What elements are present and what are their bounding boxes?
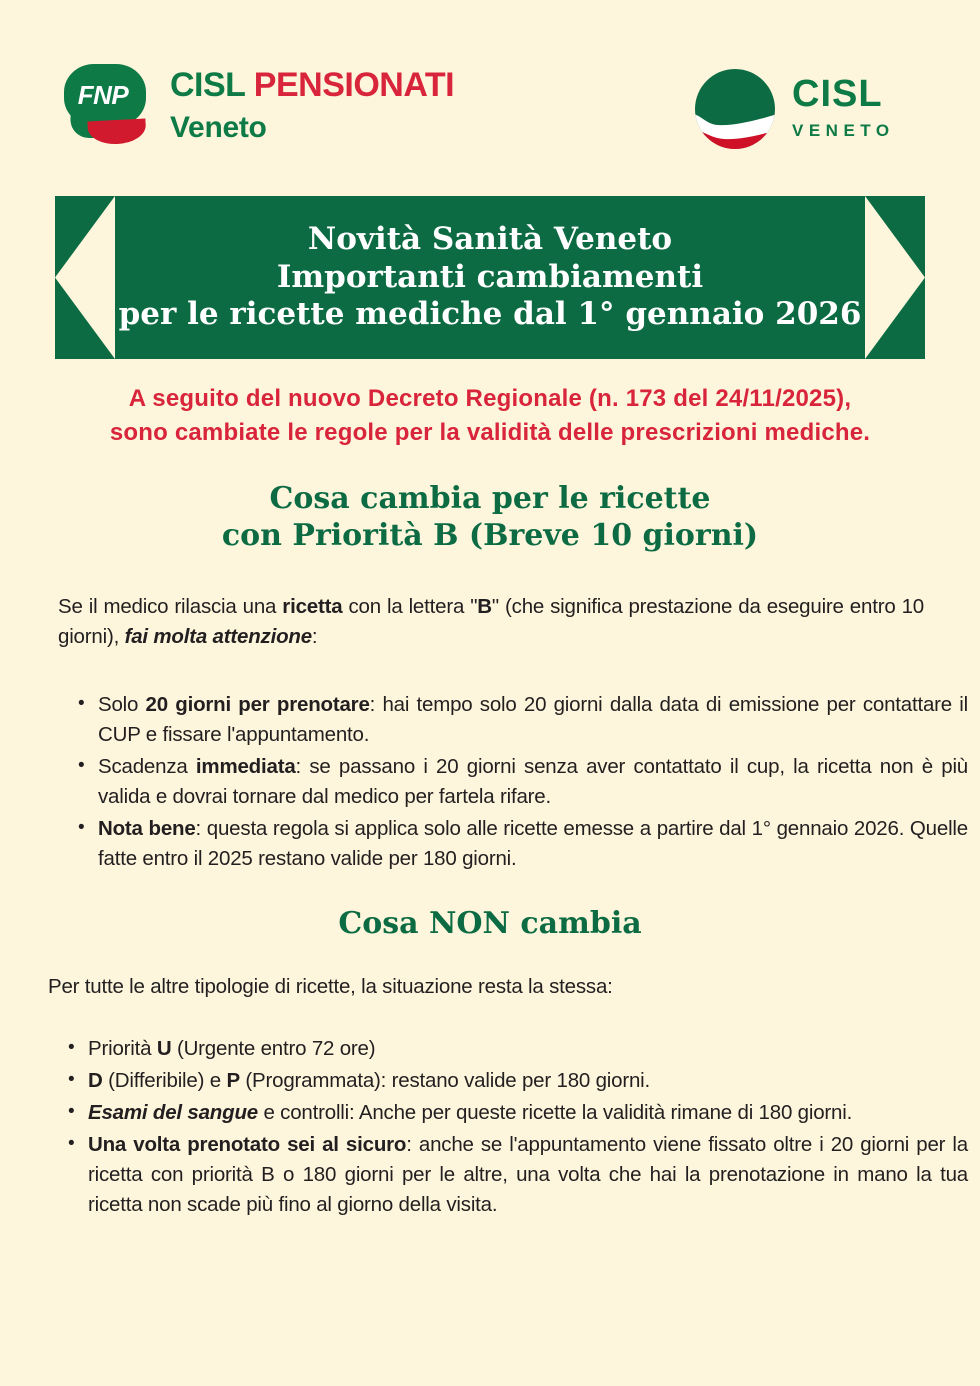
s2-b0-bold-u: U xyxy=(156,1037,172,1060)
s2-b2-text-2: e controlli: Anche per queste ricette la validità rimane di 180 giorni. xyxy=(257,1101,853,1124)
list-item xyxy=(78,814,968,874)
s2-b0-text-2: (Urgente entro 72 ore) xyxy=(171,1037,376,1060)
banner-line-3: per le ricette mediche dal 1° gennaio 2026 xyxy=(118,296,862,333)
p1-text-3: " (che significa prestazione da eseguire entro 10 giorni), xyxy=(58,595,924,648)
s2-b1-bold-d: D xyxy=(88,1069,103,1092)
cisl-veneto-logo xyxy=(694,68,920,156)
s1-b0-text-1: Solo xyxy=(98,693,146,716)
decree-notice-line-1: A seguito del nuovo Decreto Regionale (n. 173 del 24/11/2025), xyxy=(128,385,852,412)
section-2-paragraph: Per tutte le altre tipologie di ricette, la situazione resta la stessa: xyxy=(48,975,613,998)
list-item xyxy=(68,1066,968,1096)
p1-bold-b: B xyxy=(477,595,492,618)
decree-notice xyxy=(52,382,928,450)
fnp-cisl-text: CISL xyxy=(170,66,254,104)
cisl-name-text: CISL xyxy=(792,73,883,115)
p1-bold-ricetta: ricetta xyxy=(282,595,343,618)
list-item xyxy=(78,690,968,750)
header xyxy=(0,0,980,185)
section-2-bullet-list xyxy=(28,1034,968,1222)
title-banner-text xyxy=(55,196,925,359)
s2-b0-text-1: Priorità xyxy=(88,1037,157,1060)
banner-line-1: Novità Sanità Veneto xyxy=(307,220,673,257)
fnp-wordmark-line1 xyxy=(170,66,490,104)
s2-b3-bold: Una volta prenotato sei al sicuro xyxy=(88,1133,407,1156)
s1-b0-text-2: : hai tempo solo 20 giorni dalla data di emissione per contattare il CUP e fissare l'appuntamento. xyxy=(98,693,969,746)
s2-b1-text-3: (Programmata): restano valide per 180 giorni. xyxy=(239,1069,651,1092)
list-item xyxy=(68,1034,968,1064)
fnp-pensionati-text: PENSIONATI xyxy=(253,66,455,104)
section-2-heading-line-1: Cosa NON cambia xyxy=(338,906,642,941)
fnp-cisl-pensionati-logo xyxy=(62,64,482,156)
decree-notice-line-2: sono cambiate le regole per la validità delle prescrizioni mediche. xyxy=(109,419,871,446)
fnp-speech-bubble-icon xyxy=(62,64,162,156)
p1-text-1: Se il medico rilascia una xyxy=(58,595,283,618)
p1-text-4: : xyxy=(311,625,318,648)
s2-b1-text-2: (Differibile) e xyxy=(102,1069,227,1092)
section-1-bullet-list xyxy=(38,690,968,876)
p1-bolditalic-attenzione: fai molta attenzione xyxy=(124,625,312,648)
s1-b1-text-1: Scadenza xyxy=(98,755,196,778)
s2-b2-bolditalic: Esami del sangue xyxy=(88,1101,258,1124)
cisl-circle-icon xyxy=(694,68,776,150)
section-2-heading xyxy=(50,906,930,943)
s2-b1-bold-p: P xyxy=(226,1069,240,1092)
cisl-circle-svg xyxy=(694,68,776,150)
s1-b2-text-2: : questa regola si applica solo alle ricette emesse a partire dal 1° gennaio 2026. Quelle fatte entro il 2025 restano valide per 180 giorni. xyxy=(98,817,968,870)
cisl-wordmark xyxy=(792,74,922,141)
s2-b3-text-2: : anche se l'appuntamento viene fissato oltre i 20 giorni per la ricetta con priorità B o 180 giorni per le altre, una volta che hai la prenotazione in mano la tua ricetta non scade più fino al giorno della visita. xyxy=(88,1133,968,1216)
list-item xyxy=(68,1130,968,1220)
banner-line-2: Importanti cambiamenti xyxy=(276,258,704,295)
fnp-veneto-text: Veneto xyxy=(170,111,267,144)
title-banner xyxy=(55,196,925,359)
fnp-red-swoosh-icon xyxy=(87,118,146,145)
section-1-paragraph xyxy=(58,592,924,652)
section-1-heading-line-2: con Priorità B (Breve 10 giorni) xyxy=(221,517,759,553)
s1-b1-text-2: : se passano i 20 giorni senza aver contattato il cup, la ricetta non è più valida e dovrai tornare dal medico per fartela rifare. xyxy=(98,755,969,808)
section-1-heading-line-1: Cosa cambia per le ricette xyxy=(269,481,711,516)
section-1-heading xyxy=(50,481,930,555)
cisl-region-text: VENETO xyxy=(792,121,895,140)
list-item xyxy=(78,752,968,812)
p1-text-2: con la lettera " xyxy=(342,595,478,618)
fnp-wordmark xyxy=(170,66,490,146)
s1-b0-bold: 20 giorni per prenotare xyxy=(145,693,370,716)
fnp-mark-label: FNP xyxy=(77,80,129,110)
s1-b1-bold: immediata xyxy=(195,755,296,778)
s1-b2-bold: Nota bene xyxy=(98,817,196,840)
list-item xyxy=(68,1098,968,1128)
